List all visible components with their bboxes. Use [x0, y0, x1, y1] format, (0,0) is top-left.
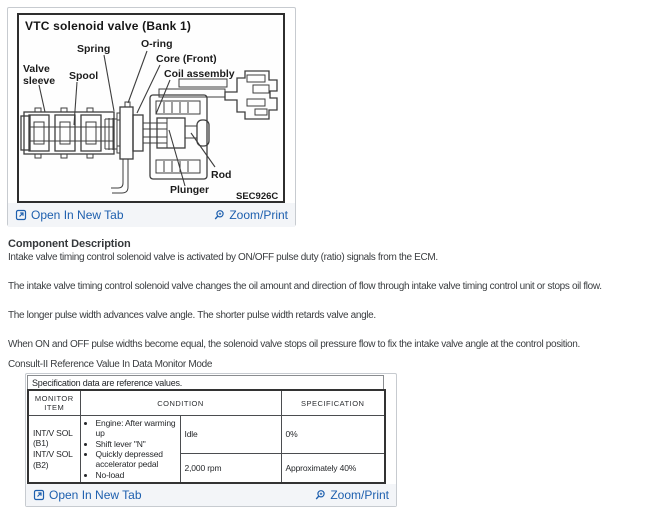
- open-in-new-tab-link[interactable]: [15, 208, 124, 222]
- bracket-shape: [111, 159, 128, 193]
- monitor-item-cell: [28, 416, 80, 484]
- o-ring-shape: [125, 102, 130, 107]
- figure-toolbar: [8, 203, 295, 227]
- condition-cell: 2,000 rpm: [180, 453, 281, 483]
- description-paragraph: The longer pulse width advances valve angle. The shorter pulse width retards valve angle.: [8, 310, 376, 321]
- label-rod: Rod: [211, 169, 232, 181]
- label-o-ring: O-ring: [141, 38, 173, 50]
- label-core-front: Core (Front): [156, 53, 217, 65]
- header-specification: SPECIFICATION: [281, 390, 385, 416]
- label-valve-sleeve-2: sleeve: [23, 75, 56, 87]
- label-spool: Spool: [69, 70, 99, 82]
- condition-item: • No-load: [96, 470, 176, 480]
- figure-code: SEC926C: [236, 191, 279, 201]
- solenoid-valve-diagram: [19, 15, 283, 201]
- magnifier-icon: [213, 209, 225, 221]
- open-in-new-tab-label: Open In New Tab: [31, 208, 124, 222]
- condition-item: • Quickly depressed accelerator pedal: [96, 449, 176, 470]
- description-paragraph: Intake valve timing control solenoid valve is activated by ON/OFF pulse duty (ratio) signals from the ECM.: [8, 252, 438, 263]
- condition-cell: Idle: [180, 416, 281, 454]
- specification-table-wrap: [27, 375, 384, 484]
- specification-table: [27, 389, 386, 484]
- solenoid-valve-figure: [17, 13, 285, 203]
- spring-shape: [105, 118, 117, 150]
- monitor-item-value: INT/V SOL (B1): [33, 427, 73, 449]
- condition-item: • Engine: After warming up: [96, 418, 176, 439]
- section-heading: Component Description: [8, 238, 131, 250]
- specification-cell: 0%: [281, 416, 385, 454]
- specification-cell: Approximately 40%: [281, 453, 385, 483]
- label-coil-assembly: Coil assembly: [164, 68, 235, 80]
- description-paragraph: The intake valve timing control solenoid valve changes the oil amount and direction of flow through intake valve timing control unit or stops oil flow.: [8, 281, 602, 292]
- label-spring: Spring: [77, 43, 111, 55]
- open-in-new-tab-label: Open In New Tab: [49, 488, 142, 503]
- condition-list: [85, 418, 176, 480]
- specification-card: [25, 373, 397, 507]
- spec-caption: Specification data are reference values.: [27, 375, 384, 389]
- spool-shape: [29, 115, 114, 151]
- monitor-item-value: INT/V SOL (B2): [33, 449, 73, 470]
- zoom-print-link[interactable]: [213, 208, 288, 222]
- open-in-new-tab-icon: [15, 209, 27, 221]
- condition-list-cell: [80, 416, 180, 484]
- table-header-row: [28, 390, 385, 416]
- spec-toolbar: [26, 484, 396, 506]
- header-condition: CONDITION: [80, 390, 281, 416]
- condition-item: • Shift lever "N": [96, 439, 176, 449]
- table-row: [28, 416, 385, 454]
- diagram-card: [7, 7, 296, 226]
- zoom-print-link[interactable]: [314, 488, 389, 502]
- label-plunger: Plunger: [170, 184, 210, 196]
- open-in-new-tab-icon: [33, 489, 45, 501]
- figure-title: VTC solenoid valve (Bank 1): [25, 19, 192, 33]
- valve-body-flange: [117, 107, 133, 159]
- zoom-print-label: Zoom/Print: [330, 488, 389, 503]
- zoom-print-label: Zoom/Print: [229, 208, 288, 222]
- label-valve-sleeve-1: Valve: [23, 63, 50, 75]
- magnifier-icon: [314, 489, 326, 501]
- open-in-new-tab-link[interactable]: [33, 488, 142, 502]
- consult-reference-line: Consult-II Reference Value In Data Monitor Mode: [8, 359, 213, 370]
- header-monitor-item: MONITOR ITEM: [28, 390, 80, 416]
- description-paragraph: When ON and OFF pulse widths become equal, the solenoid valve stops oil pressure flow to fix the intake valve angle at the control position.: [8, 339, 580, 350]
- component-description-section: [8, 237, 650, 372]
